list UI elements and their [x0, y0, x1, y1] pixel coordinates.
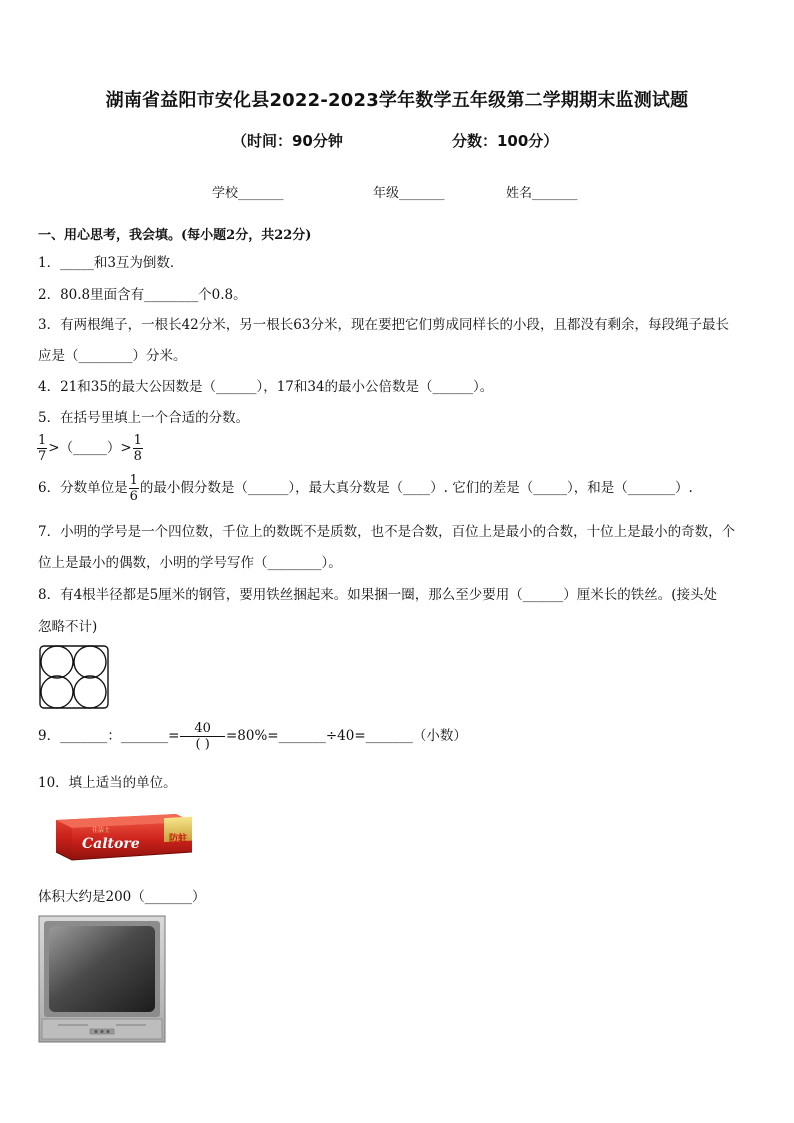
name-field: 姓名_______ — [506, 186, 578, 201]
question-3-line-1: 3．有两根绳子，一根长42分米，另一根长63分米，现在要把它们剪成同样长的小段，且都没有剩余，每段绳子最长 — [38, 317, 729, 333]
question-5: 5．在括号里填上一个合适的分数。 — [38, 410, 250, 426]
four-pipes-figure — [38, 644, 110, 710]
exam-time: （时间：90分钟 — [232, 132, 343, 150]
question-9: 9．_______：_______= $\frac{40}{( )}$ =80%=_______÷40=_______（小数） — [38, 721, 467, 752]
section-heading: 一、用心思考，我会填。(每小题2分，共22分) — [38, 228, 312, 243]
question-10-answer: 体积大约是200（_______） — [38, 889, 206, 905]
question-7-line-2: 位上是最小的偶数，小明的学号写作（________）。 — [38, 555, 342, 571]
question-8-line-1: 8．有4根半径都是5厘米的钢管，要用铁丝捆起来。如果捆一圈，那么至少要用（______）厘米长的铁丝。(接头处 — [38, 587, 718, 603]
pipe-circle — [41, 676, 73, 708]
fraction-forty-over-blank: $\frac{40}{( )}$ — [180, 722, 225, 751]
question-10: 10．填上适当的单位。 — [38, 775, 177, 791]
pipe-circle — [74, 646, 106, 678]
question-6: 6．分数单位是 $\frac{1}{6}$ 的最小假分数是（______），最大真分数是（____）. 它们的差是（_____），和是（_______）. — [38, 473, 693, 504]
box-brand-cn: 佳洁士 — [92, 827, 111, 834]
fraction-one-sixth: $\frac{1}{6}$ — [129, 473, 138, 504]
question-5-expression — [36, 434, 144, 463]
school-field: 学校_______ — [212, 186, 284, 201]
question-3-line-2: 应是（________）分米。 — [38, 348, 187, 364]
question-8-line-2: 忽略不计) — [38, 619, 98, 635]
q5-middle: >（_____）> — [48, 440, 132, 456]
pipe-circle — [41, 646, 73, 678]
exam-score: 分数：100分） — [452, 132, 559, 150]
page-title: 湖南省益阳市安化县2022-2023学年数学五年级第二学期期末监测试题 — [105, 90, 689, 111]
fraction-one-eighth: $\frac{1}{8}$ — [133, 433, 142, 464]
box-badge: 防蛀 — [168, 834, 188, 844]
question-4: 4．21和35的最大公因数是（______），17和34的最小公倍数是（______）。 — [38, 379, 494, 395]
television-image — [38, 915, 166, 1043]
pipe-circle — [74, 676, 106, 708]
fraction-one-seventh: $\frac{1}{7}$ — [38, 433, 47, 464]
toothpaste-box-image — [52, 810, 196, 862]
question-2: 2．80.8里面含有________个0.8。 — [38, 287, 247, 303]
question-1: 1．_____和3互为倒数． — [38, 255, 184, 271]
box-brand: Caltore — [82, 836, 140, 852]
question-7-line-1: 7．小明的学号是一个四位数，千位上的数既不是质数，也不是合数，百位上是最小的合数，十位上是最小的奇数，个 — [38, 524, 736, 540]
grade-field: 年级_______ — [373, 186, 445, 201]
